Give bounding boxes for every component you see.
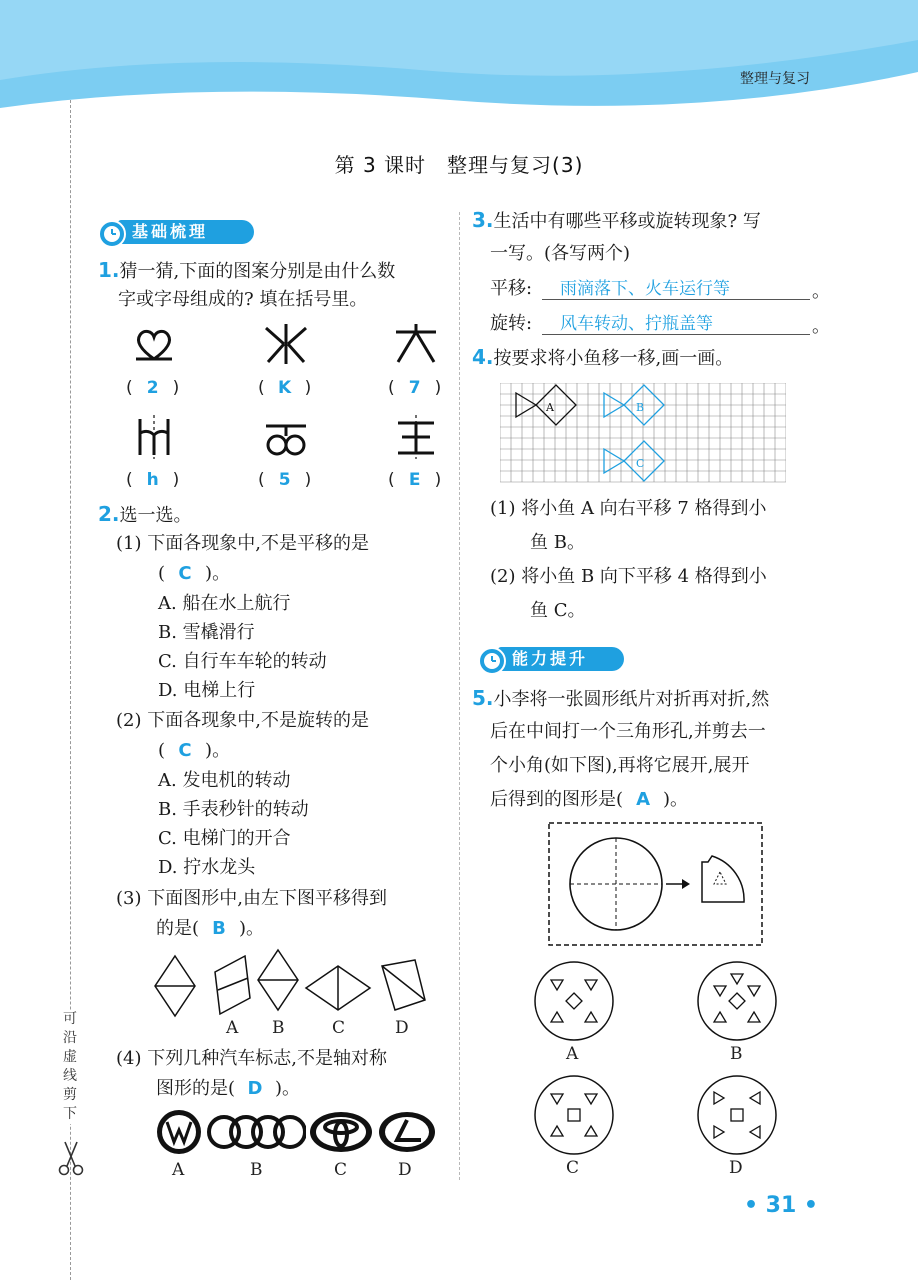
q5-option-b-figure bbox=[696, 960, 778, 1042]
q5-option-d-figure bbox=[696, 1074, 778, 1156]
q5-option-c-figure bbox=[533, 1074, 615, 1156]
header-band bbox=[0, 0, 918, 110]
q2-sub2-stem: (2) 下面各现象中,不是旋转的是 bbox=[116, 710, 369, 731]
clock-icon bbox=[96, 217, 128, 249]
pattern-5 bbox=[262, 418, 310, 458]
fish-label-c: C bbox=[636, 457, 645, 470]
page-number: • 31 • bbox=[743, 1193, 818, 1218]
car-logo-toyota-icon bbox=[308, 1110, 374, 1154]
section-label: 基础梳理 bbox=[118, 220, 254, 244]
q5-line3: 个小角(如下图),再将它展开,展开 bbox=[490, 755, 750, 776]
car-logo-vw-icon bbox=[155, 1108, 203, 1156]
q2-sub3-label-a: A bbox=[226, 1018, 239, 1038]
q1-answer-4: ( h ) bbox=[126, 470, 180, 490]
q5-label-c: C bbox=[566, 1158, 580, 1178]
q2-sub1-stem: (1) 下面各现象中,不是平移的是 bbox=[116, 533, 369, 554]
q2-stem: 2.选一选。 bbox=[98, 502, 192, 526]
q4-sub2-line1: (2) 将小鱼 B 向下平移 4 格得到小 bbox=[490, 566, 767, 587]
q1-answer-3: ( 7 ) bbox=[388, 378, 442, 398]
q4-sub1-line1: (1) 将小鱼 A 向右平移 7 格得到小 bbox=[490, 498, 767, 519]
q1-answer-1: ( 2 ) bbox=[126, 378, 180, 398]
q5-label-b: B bbox=[730, 1044, 743, 1064]
q2-sub2-option-c: C. 电梯门的开合 bbox=[158, 828, 291, 849]
q5-label-a: A bbox=[566, 1044, 579, 1064]
q2-sub4-label-d: D bbox=[398, 1160, 412, 1180]
q2-sub2-option-b: B. 手表秒针的转动 bbox=[158, 799, 309, 820]
car-logo-rings-icon bbox=[206, 1112, 306, 1152]
q4-sub2-line2: 鱼 C。 bbox=[530, 600, 586, 621]
q3-translate-end: 。 bbox=[812, 281, 830, 302]
q2-sub3-stem: (3) 下面图形中,由左下图平移得到 bbox=[116, 888, 387, 909]
fish-label-b: B bbox=[636, 401, 645, 414]
q2-sub3-answer-line: 的是( B )。 bbox=[156, 918, 265, 939]
fish-label-a: A bbox=[546, 401, 554, 414]
section-badge-ability bbox=[476, 644, 626, 674]
q3-text-line2: 一写。(各写两个) bbox=[490, 243, 631, 264]
pattern-h bbox=[130, 415, 178, 459]
q2-sub1-option-a: A. 船在水上航行 bbox=[158, 593, 291, 614]
header-label: 整理与复习 bbox=[740, 71, 810, 87]
pattern-7 bbox=[392, 322, 440, 366]
pattern-heart-2 bbox=[130, 325, 178, 367]
q2-sub2-option-a: A. 发电机的转动 bbox=[158, 770, 291, 791]
q2-sub1-option-c: C. 自行车车轮的转动 bbox=[158, 651, 327, 672]
q2-sub1-option-d: D. 电梯上行 bbox=[158, 680, 256, 701]
pattern-e bbox=[392, 415, 440, 459]
clock-icon bbox=[476, 644, 508, 676]
q2-sub3-diamonds bbox=[150, 948, 430, 1018]
q4-text: 4.按要求将小鱼移一移,画一画。 bbox=[472, 345, 734, 369]
scissors-icon bbox=[58, 1140, 84, 1176]
q3-rotate-answer: 风车转动、拧瓶盖等 bbox=[542, 309, 810, 335]
q2-sub4-label-b: B bbox=[250, 1160, 263, 1180]
column-divider bbox=[459, 212, 460, 1180]
q3-translate-answer: 雨滴落下、火车运行等 bbox=[542, 274, 810, 300]
q2-sub4-answer-line: 图形的是( D )。 bbox=[156, 1078, 301, 1099]
q1-text-line2: 字或字母组成的? 填在括号里。 bbox=[118, 289, 368, 310]
cut-hint: 可 沿 虚 线 剪 下 bbox=[58, 1010, 82, 1124]
q1-text: 1.猜一猜,下面的图案分别是由什么数 bbox=[98, 258, 396, 282]
q1-answer-6: ( E ) bbox=[388, 470, 442, 490]
q2-sub4-stem: (4) 下列几种汽车标志,不是轴对称 bbox=[116, 1048, 387, 1069]
q2-sub2-answer-line: ( C )。 bbox=[158, 740, 231, 761]
q2-sub4-label-c: C bbox=[334, 1160, 348, 1180]
section-label: 能力提升 bbox=[498, 647, 624, 671]
q2-sub3-label-b: B bbox=[272, 1018, 285, 1038]
q3-text: 3.生活中有哪些平移或旋转现象? 写 bbox=[472, 208, 761, 232]
q5-fold-diagram bbox=[548, 822, 764, 948]
q3-translate-label: 平移: bbox=[490, 278, 533, 299]
q4-sub1-line2: 鱼 B。 bbox=[530, 532, 585, 553]
pattern-k bbox=[262, 322, 310, 366]
page-title: 第 3 课时 整理与复习(3) bbox=[334, 153, 584, 177]
q4-fish-grid bbox=[500, 383, 786, 489]
q5-option-a-figure bbox=[533, 960, 615, 1042]
q2-sub3-label-d: D bbox=[395, 1018, 409, 1038]
section-badge-basic bbox=[96, 217, 256, 247]
q5-line2: 后在中间打一个三角形孔,并剪去一 bbox=[490, 721, 766, 742]
q2-sub3-label-c: C bbox=[332, 1018, 346, 1038]
q2-sub1-answer-line: ( C )。 bbox=[158, 563, 231, 584]
q1-answer-5: ( 5 ) bbox=[258, 470, 312, 490]
q5-label-d: D bbox=[729, 1158, 743, 1178]
q3-rotate-label: 旋转: bbox=[490, 313, 533, 334]
q1-answer-2: ( K ) bbox=[258, 378, 312, 398]
q2-sub2-option-d: D. 拧水龙头 bbox=[158, 857, 256, 878]
q2-sub4-label-a: A bbox=[172, 1160, 185, 1180]
q3-rotate-end: 。 bbox=[812, 316, 830, 337]
car-logo-lexus-icon bbox=[377, 1110, 437, 1154]
q2-sub1-option-b: B. 雪橇滑行 bbox=[158, 622, 255, 643]
q5-line4: 后得到的图形是( A )。 bbox=[490, 789, 689, 810]
q5-line1: 5.小李将一张圆形纸片对折再对折,然 bbox=[472, 686, 770, 710]
